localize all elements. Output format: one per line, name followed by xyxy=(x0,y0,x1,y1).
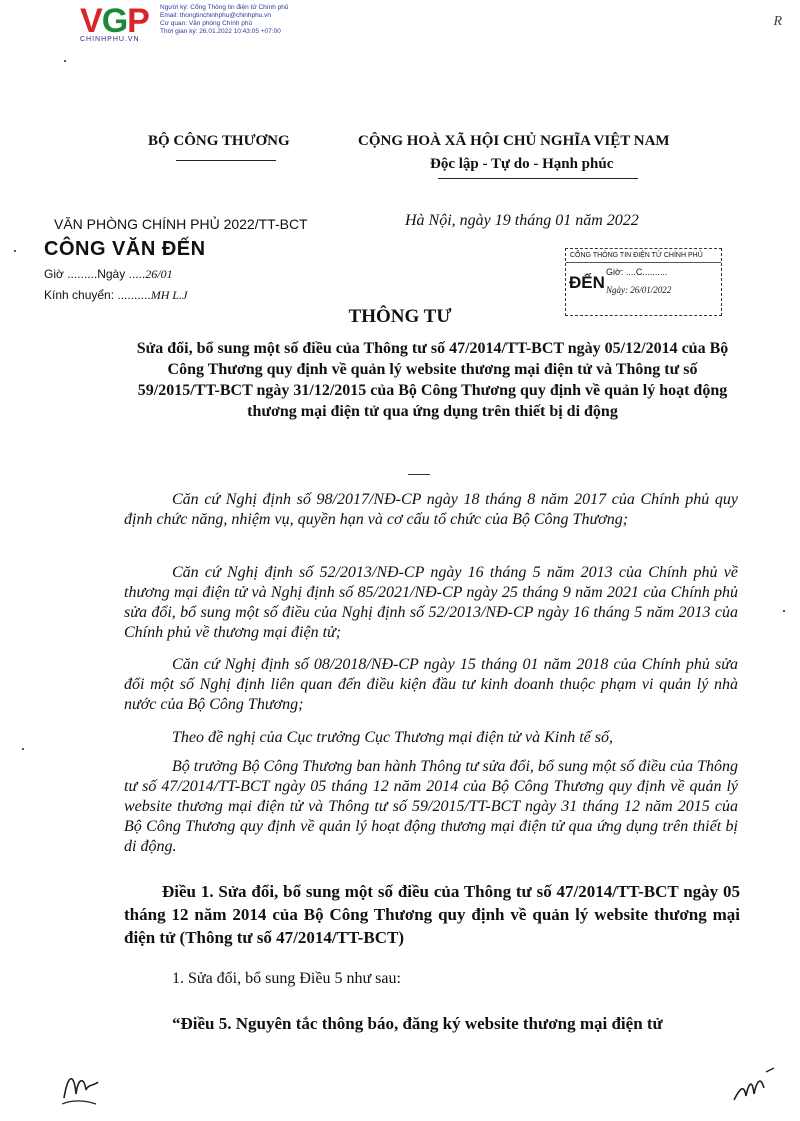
legal-basis-paragraph-1: Căn cứ Nghị định số 98/2017/NĐ-CP ngày 18 tháng 8 năm 2017 của Chính phủ quy định chức năng, nhiệm vụ, quyền hạn và cơ cấu tổ chức của Bộ Công Thương; xyxy=(124,491,738,528)
promulgation-paragraph: Bộ trưởng Bộ Công Thương ban hành Thông tư sửa đổi, bổ sung một số điều của Thông tư số 47/2014/TT-BCT ngày 05 tháng 12 năm 2014 của Bộ Công Thương quy định về quản lý website thương mại điện tử và Thông tư số 59/2015/TT-BCT ngày 31 tháng 12 năm 2015 của Bộ Công Thương quy định về quản lý hoạt động thương mại điện tử qua ứng dụng trên thiết bị di động. xyxy=(124,758,738,855)
ministry-name: BỘ CÔNG THƯƠNG xyxy=(148,133,290,149)
scan-speck xyxy=(783,610,785,612)
scan-speck xyxy=(22,748,24,750)
legal-basis-paragraph-3: Căn cứ Nghị định số 08/2018/NĐ-CP ngày 15 tháng 01 năm 2018 của Chính phủ sửa đổi một số Nghị định liên quan đến điều kiện đầu tư kinh doanh thuộc phạm vi quản lý nhà nước của Bộ Công Thương; xyxy=(124,656,738,713)
article-5-heading: “Điều 5. Nguyên tắc thông báo, đăng ký website thương mại điện tử xyxy=(172,1014,663,1033)
document-date: Hà Nội, ngày 19 tháng 01 năm 2022 xyxy=(405,212,639,229)
portal-stamp-den: ĐẾN xyxy=(569,273,605,292)
national-motto: Độc lập - Tự do - Hạnh phúc xyxy=(430,156,614,172)
vgp-logo xyxy=(80,2,149,40)
digital-signature-info xyxy=(160,4,288,36)
proposal-paragraph: Theo đề nghị của Cục trưởng Cục Thương mại điện tử và Kinh tế số, xyxy=(172,729,614,746)
stamp-forward-label: Kính chuyển: .......... xyxy=(44,288,151,302)
stamp-time-label: Giờ .........Ngày ..... xyxy=(44,267,146,281)
motto-underline xyxy=(438,178,638,179)
logo-letter-p: P xyxy=(127,2,149,40)
logo-letter-v: V xyxy=(80,2,102,40)
signer-email: Email: thongtinchinhphu@chinhphu.vn xyxy=(160,12,272,19)
document-title: THÔNG TƯ xyxy=(348,306,452,327)
portal-stamp-date: Ngày: 26/01/2022 xyxy=(606,285,672,295)
initial-signature-right-icon xyxy=(730,1066,778,1106)
article-1-item-1: 1. Sửa đổi, bổ sung Điều 5 như sau: xyxy=(172,970,401,987)
stamp-time-row xyxy=(44,267,206,282)
portal-stamp-header: CỔNG THÔNG TIN ĐIỆN TỬ CHÍNH PHỦ xyxy=(566,249,721,263)
document-subtitle: Sửa đổi, bổ sung một số điều của Thông tư số 47/2014/TT-BCT ngày 05/12/2014 của Bộ Công Thương quy định về quản lý website thương mại điện tử và Thông tư số 59/2015/TT-BCT ngày 31/12/2015 của Bộ Công Thương quy định về quản lý hoạt động thương mại điện tử qua ứng dụng trên thiết bị di động xyxy=(136,340,729,420)
vgp-logo-subtitle: CHINHPHU.VN xyxy=(80,36,140,43)
signing-time: Thời gian ký: 26.01.2022 10:43:05 +07:00 xyxy=(160,28,281,35)
initial-signature-left-icon xyxy=(58,1064,102,1108)
ministry-underline xyxy=(176,160,276,161)
nation-name: CỘNG HOÀ XÃ HỘI CHỦ NGHĨA VIỆT NAM xyxy=(358,133,670,149)
logo-letter-g: G xyxy=(101,2,128,40)
title-separator xyxy=(408,474,430,475)
portal-stamp-time: Giờ: ....C.......... xyxy=(606,267,668,277)
stamp-title: CÔNG VĂN ĐẾN xyxy=(44,238,206,260)
stamp-time-handwriting: 26/01 xyxy=(145,267,173,281)
stamp-forward-handwriting: MH L.J xyxy=(150,288,188,302)
document-number: VĂN PHÒNG CHÍNH PHỦ 2022/TT-BCT xyxy=(54,216,308,232)
incoming-dispatch-stamp xyxy=(44,238,206,303)
legal-basis-paragraph-2: Căn cứ Nghị định số 52/2013/NĐ-CP ngày 16 tháng 5 năm 2013 của Chính phủ về thương mại điện tử và Nghị định số 85/2021/NĐ-CP ngày 25 tháng 9 năm 2021 của Chính phủ sửa đổi, bổ sung một số điều của Nghị định số 52/2013/NĐ-CP ngày 16 tháng 5 năm 2013 của Chính phủ về thương mại điện tử; xyxy=(124,564,738,641)
article-1-heading: Điều 1. Sửa đổi, bổ sung một số điều của Thông tư số 47/2014/TT-BCT ngày 05 tháng 12 năm 2014 của Bộ Công Thương quy định về quản lý website thương mại điện tử (Thông tư số 47/2014/TT-BCT) xyxy=(124,882,740,947)
signer-agency: Cơ quan: Văn phòng Chính phủ xyxy=(160,20,253,27)
stamp-forward-row xyxy=(44,288,206,303)
scan-speck xyxy=(14,250,16,252)
scan-speck xyxy=(64,60,66,62)
corner-handwritten-mark: R xyxy=(773,14,782,29)
signer-line: Người ký: Cổng Thông tin điện tử Chính phủ xyxy=(160,4,289,11)
